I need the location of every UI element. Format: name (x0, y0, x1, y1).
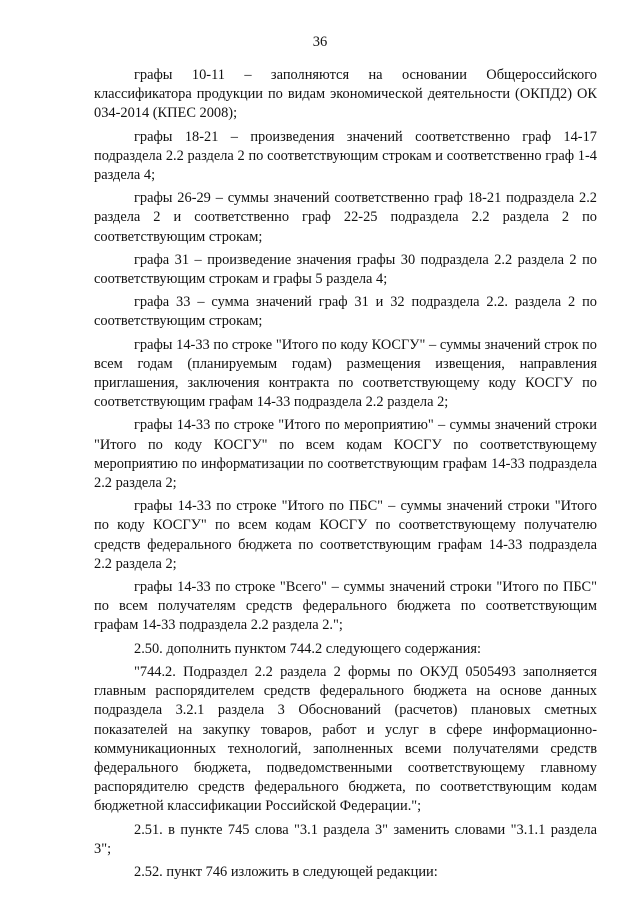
paragraph-2-50: 2.50. дополнить пунктом 744.2 следующего содержания: (134, 640, 481, 657)
paragraph-grafa-33: графа 33 – сумма значений граф 31 и 32 подраздела 2.2. раздела 2 по соответствующим строкам; (94, 294, 597, 330)
paragraph-itogo-pbs: графы 14-33 по строке "Итого по ПБС" – суммы значений строки "Итого по коду КОСГУ" по всем кодам КОСГУ по соответствующему получателю средств федерального бюджета по соответствующим графам 14-33 подраздела 2.2 раздела 2; (94, 498, 597, 572)
paragraph-itogo-meropriyatie: графы 14-33 по строке "Итого по мероприятию" – суммы значений строки "Итого по коду КОСГУ" по всем кодам КОСГУ по соответствующему мероприятию по информатизации по соответствующим графам 14-33 подраздела 2.2 раздела 2; (94, 417, 597, 492)
paragraph-2-52: 2.52. пункт 746 изложить в следующей редакции: (134, 863, 438, 880)
paragraph-grafy-18-21: графы 18-21 – произведения значений соответственно граф 14-17 подраздела 2.2 раздела 2 по соответствующим строкам и соответственно граф 1-4 раздела 4; (94, 128, 597, 184)
paragraph-grafa-31: графа 31 – произведение значения графы 30 подраздела 2.2 раздела 2 по соответствующим строкам и графы 5 раздела 4; (94, 251, 597, 288)
paragraph-grafy-10-11: графы 10-11 – заполняются на основании Общероссийского классификатора продукции по видам экономической деятельности (ОКПД2) ОК 034-2014 (КПЕС 2008); (94, 67, 597, 122)
page-number: 36 (312, 34, 328, 50)
document-body (94, 66, 597, 884)
paragraph-744-2: "744.2. Подраздел 2.2 раздела 2 формы по ОКУД 0505493 заполняется главным распорядителем средств федерального бюджета на основе данных подраздела 3.2.1 раздела 3 Обоснований (расчетов) плановых сметных показателей на закупку товаров, работ и услуг в сфере информационно-коммуникационных технологий, заполненных всеми получателями средств федерального бюджета, подведомственными соответствующему главному распорядителю средств федерального бюджета, по соответствующим кодам бюджетной классификации Российской Федерации."; (94, 663, 597, 815)
paragraph-vsego: графы 14-33 по строке "Всего" – суммы значений строки "Итого по ПБС" по всем получателям средств федерального бюджета по соответствующим графам 14-33 подраздела 2.2 раздела 2."; (94, 579, 597, 634)
paragraph-itogo-kosgu: графы 14-33 по строке "Итого по коду КОСГУ" – суммы значений строк по всем годам (планируемым годам) размещения извещения, направления приглашения, заключения контракта по соответствующему коду КОСГУ по соответствующим графам 14-33 подраздела 2.2 раздела 2; (94, 336, 597, 411)
paragraph-2-51: 2.51. в пункте 745 слова "3.1 раздела 3" заменить словами "3.1.1 раздела 3"; (94, 821, 597, 857)
paragraph-grafy-26-29: графы 26-29 – суммы значений соответственно граф 18-21 подраздела 2.2 раздела 2 и соответственно граф 22-25 подраздела 2.2 раздела 2 по соответствующим строкам; (94, 190, 597, 245)
